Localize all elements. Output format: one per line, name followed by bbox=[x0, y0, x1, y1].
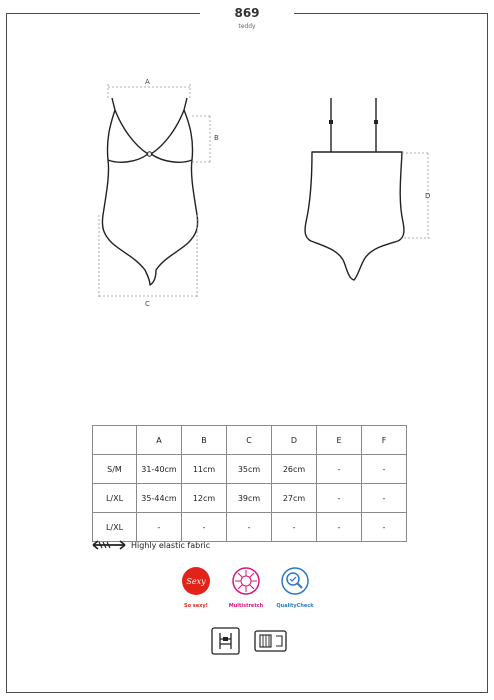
elastic-arrows-icon bbox=[91, 540, 127, 550]
table-cell: - bbox=[317, 513, 362, 542]
table-cell: - bbox=[362, 484, 407, 513]
table-row bbox=[93, 455, 407, 484]
table-cell: 26cm bbox=[272, 455, 317, 484]
quality-check-badge bbox=[270, 566, 320, 609]
table-cell: 11cm bbox=[182, 455, 227, 484]
table-cell: 35-44cm bbox=[137, 484, 182, 513]
table-cell: - bbox=[362, 513, 407, 542]
row-size-label: L/XL bbox=[93, 513, 137, 542]
dim-label-c: C bbox=[145, 300, 150, 308]
column-header: B bbox=[182, 426, 227, 455]
front-view bbox=[102, 98, 197, 285]
column-header: D bbox=[272, 426, 317, 455]
quality-check-label: QualityCheck bbox=[276, 603, 314, 609]
table-cell: - bbox=[227, 513, 272, 542]
table-cell: 31-40cm bbox=[137, 455, 182, 484]
back-strap-adjusters bbox=[329, 120, 378, 124]
dim-label-b: B bbox=[214, 134, 219, 142]
front-dimension-lines bbox=[99, 84, 212, 298]
product-name: teddy bbox=[238, 23, 256, 30]
table-cell: - bbox=[362, 455, 407, 484]
hand-wash-icon bbox=[211, 627, 241, 655]
table-cell: - bbox=[317, 455, 362, 484]
stretch-icon bbox=[231, 566, 261, 596]
so-sexy-label: So sexy! bbox=[184, 603, 208, 609]
do-not-tumble-dry-icon bbox=[254, 627, 288, 655]
table-row bbox=[93, 513, 407, 542]
table-cell: 12cm bbox=[182, 484, 227, 513]
table-cell: - bbox=[182, 513, 227, 542]
dim-label-a: A bbox=[145, 78, 150, 86]
column-header: F bbox=[362, 426, 407, 455]
size-table bbox=[92, 425, 407, 542]
model-number: 869 bbox=[234, 6, 260, 20]
sexy-lips-icon bbox=[181, 566, 211, 596]
column-header: E bbox=[317, 426, 362, 455]
column-header: A bbox=[137, 426, 182, 455]
row-size-label: S/M bbox=[93, 455, 137, 484]
sexy-icon-text: Sexy bbox=[186, 577, 206, 586]
table-header-row bbox=[93, 426, 407, 455]
elastic-feature-label: Highly elastic fabric bbox=[131, 540, 211, 550]
table-cell: - bbox=[272, 513, 317, 542]
row-size-label: L/XL bbox=[93, 484, 137, 513]
magnifier-check-icon bbox=[280, 566, 310, 596]
table-cell: 39cm bbox=[227, 484, 272, 513]
multistretch-label: Multistretch bbox=[228, 603, 264, 609]
table-cell: - bbox=[317, 484, 362, 513]
table-corner-cell bbox=[93, 426, 137, 455]
table-cell: 27cm bbox=[272, 484, 317, 513]
table-cell: 35cm bbox=[227, 455, 272, 484]
multistretch-badge bbox=[221, 566, 271, 609]
dim-label-d: D bbox=[425, 192, 431, 200]
column-header: C bbox=[227, 426, 272, 455]
table-cell: - bbox=[137, 513, 182, 542]
elastic-feature bbox=[91, 539, 210, 551]
back-view bbox=[305, 98, 404, 280]
so-sexy-badge bbox=[171, 566, 221, 609]
table-row bbox=[93, 484, 407, 513]
